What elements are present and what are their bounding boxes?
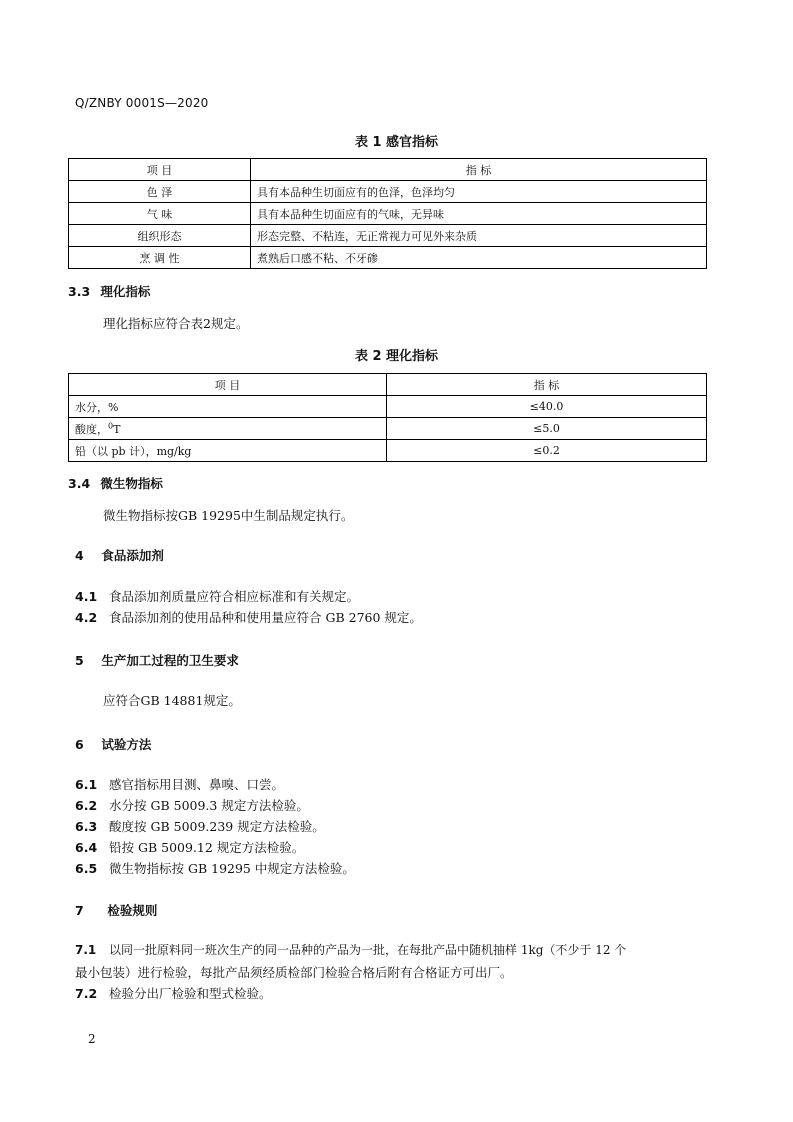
item-text: 以同一批原料同一班次生产的同一品种的产品为一批，在每批产品中随机抽样 1kg（不少于 12 个 xyxy=(109,943,627,957)
table-header-cell: 项 目 xyxy=(69,159,251,181)
table-header-cell: 指 标 xyxy=(251,159,707,181)
list-item xyxy=(75,775,284,793)
item-text: 检验分出厂检验和型式检验。 xyxy=(109,986,272,1001)
table-header-cell: 项 目 xyxy=(69,374,387,396)
physicochemical-table xyxy=(68,373,707,462)
section-title: 生产加工过程的卫生要求 xyxy=(101,653,239,668)
item-text: 食品添加剂质量应符合相应标准和有关规定。 xyxy=(109,589,360,604)
section-title: 微生物指标 xyxy=(100,476,163,491)
list-item xyxy=(75,587,359,605)
section-heading xyxy=(68,282,150,300)
item-text: 铅按 GB 5009.12 规定方法检验。 xyxy=(109,840,305,855)
paragraph: 应符合GB 14881规定。 xyxy=(103,693,241,708)
table-cell: 水分，% xyxy=(69,396,387,418)
list-item xyxy=(75,984,272,1002)
acidity-unit: T xyxy=(113,422,121,436)
table2-caption: 表 2 理化指标 xyxy=(354,349,439,364)
table-cell: 烹 调 性 xyxy=(69,247,251,269)
section-title: 检验规则 xyxy=(107,903,158,918)
table-cell: 色 泽 xyxy=(69,181,251,203)
table-row xyxy=(69,203,707,225)
item-text: 微生物指标按 GB 19295 中规定方法检验。 xyxy=(109,861,355,876)
table-row xyxy=(69,440,707,462)
table-cell: ≤0.2 xyxy=(387,440,707,462)
item-number: 4.1 xyxy=(75,589,98,604)
list-item xyxy=(75,817,325,835)
section-heading xyxy=(75,651,239,669)
paragraph: 微生物指标按GB 19295中生制品规定执行。 xyxy=(103,508,354,523)
sensory-table xyxy=(68,158,707,269)
table-cell: 煮熟后口感不粘、不牙碜 xyxy=(251,247,707,269)
section-number: 3.3 xyxy=(68,284,91,299)
section-number: 5 xyxy=(75,653,84,668)
document-code: Q/ZNBY 0001S—2020 xyxy=(75,96,209,110)
section-title: 理化指标 xyxy=(100,284,151,299)
table-cell: 具有本品种生切面应有的色泽，色泽均匀 xyxy=(251,181,707,203)
degree-superscript: 0 xyxy=(108,420,114,430)
item-text: 水分按 GB 5009.3 规定方法检验。 xyxy=(109,798,309,813)
table-row xyxy=(69,247,707,269)
table-header-cell: 指 标 xyxy=(387,374,707,396)
section-number: 3.4 xyxy=(68,476,91,491)
list-item xyxy=(75,838,304,856)
table-row xyxy=(69,396,707,418)
table-row xyxy=(69,181,707,203)
section-heading xyxy=(75,546,164,564)
acidity-label: 酸度， xyxy=(75,422,108,436)
table-cell xyxy=(69,418,387,440)
item-text: 酸度按 GB 5009.239 规定方法检验。 xyxy=(109,819,325,834)
table-cell: 组织形态 xyxy=(69,225,251,247)
item-number: 7.2 xyxy=(75,986,98,1001)
table-cell: 气 味 xyxy=(69,203,251,225)
section-title: 试验方法 xyxy=(101,737,152,752)
section-heading xyxy=(75,735,151,753)
item-number: 6.3 xyxy=(75,819,98,834)
section-number: 6 xyxy=(75,737,84,752)
item-text: 感官指标用目测、鼻嗅、口尝。 xyxy=(109,777,285,792)
list-item xyxy=(75,941,626,958)
table-row xyxy=(69,225,707,247)
item-number: 6.1 xyxy=(75,777,98,792)
section-title: 食品添加剂 xyxy=(101,548,164,563)
item-text: 食品添加剂的使用品种和使用量应符合 GB 2760 规定。 xyxy=(109,610,422,625)
table-cell: ≤40.0 xyxy=(387,396,707,418)
paragraph: 理化指标应符合表2规定。 xyxy=(103,316,249,331)
table-row xyxy=(69,418,707,440)
table1-caption: 表 1 感官指标 xyxy=(354,135,439,150)
table-cell: 具有本品种生切面应有的气味，无异味 xyxy=(251,203,707,225)
item-text-continuation: 最小包装）进行检验，每批产品须经质检部门检验合格后附有合格证方可出厂。 xyxy=(75,965,513,980)
table-cell: 形态完整、不粘连，无正常视力可见外来杂质 xyxy=(251,225,707,247)
item-number: 6.4 xyxy=(75,840,98,855)
section-number: 4 xyxy=(75,548,84,563)
table-header-row xyxy=(69,159,707,181)
list-item xyxy=(75,859,355,877)
section-heading xyxy=(75,901,157,919)
table-cell: 铅（以 pb 计），mg/kg xyxy=(69,440,387,462)
item-number: 6.5 xyxy=(75,861,98,876)
item-number: 7.1 xyxy=(75,943,97,957)
item-number: 4.2 xyxy=(75,610,98,625)
table-cell: ≤5.0 xyxy=(387,418,707,440)
section-heading xyxy=(68,474,163,492)
section-number: 7 xyxy=(75,903,84,918)
item-number: 6.2 xyxy=(75,798,98,813)
page-number: 2 xyxy=(88,1032,96,1046)
list-item xyxy=(75,608,422,626)
table-header-row xyxy=(69,374,707,396)
list-item xyxy=(75,796,309,814)
